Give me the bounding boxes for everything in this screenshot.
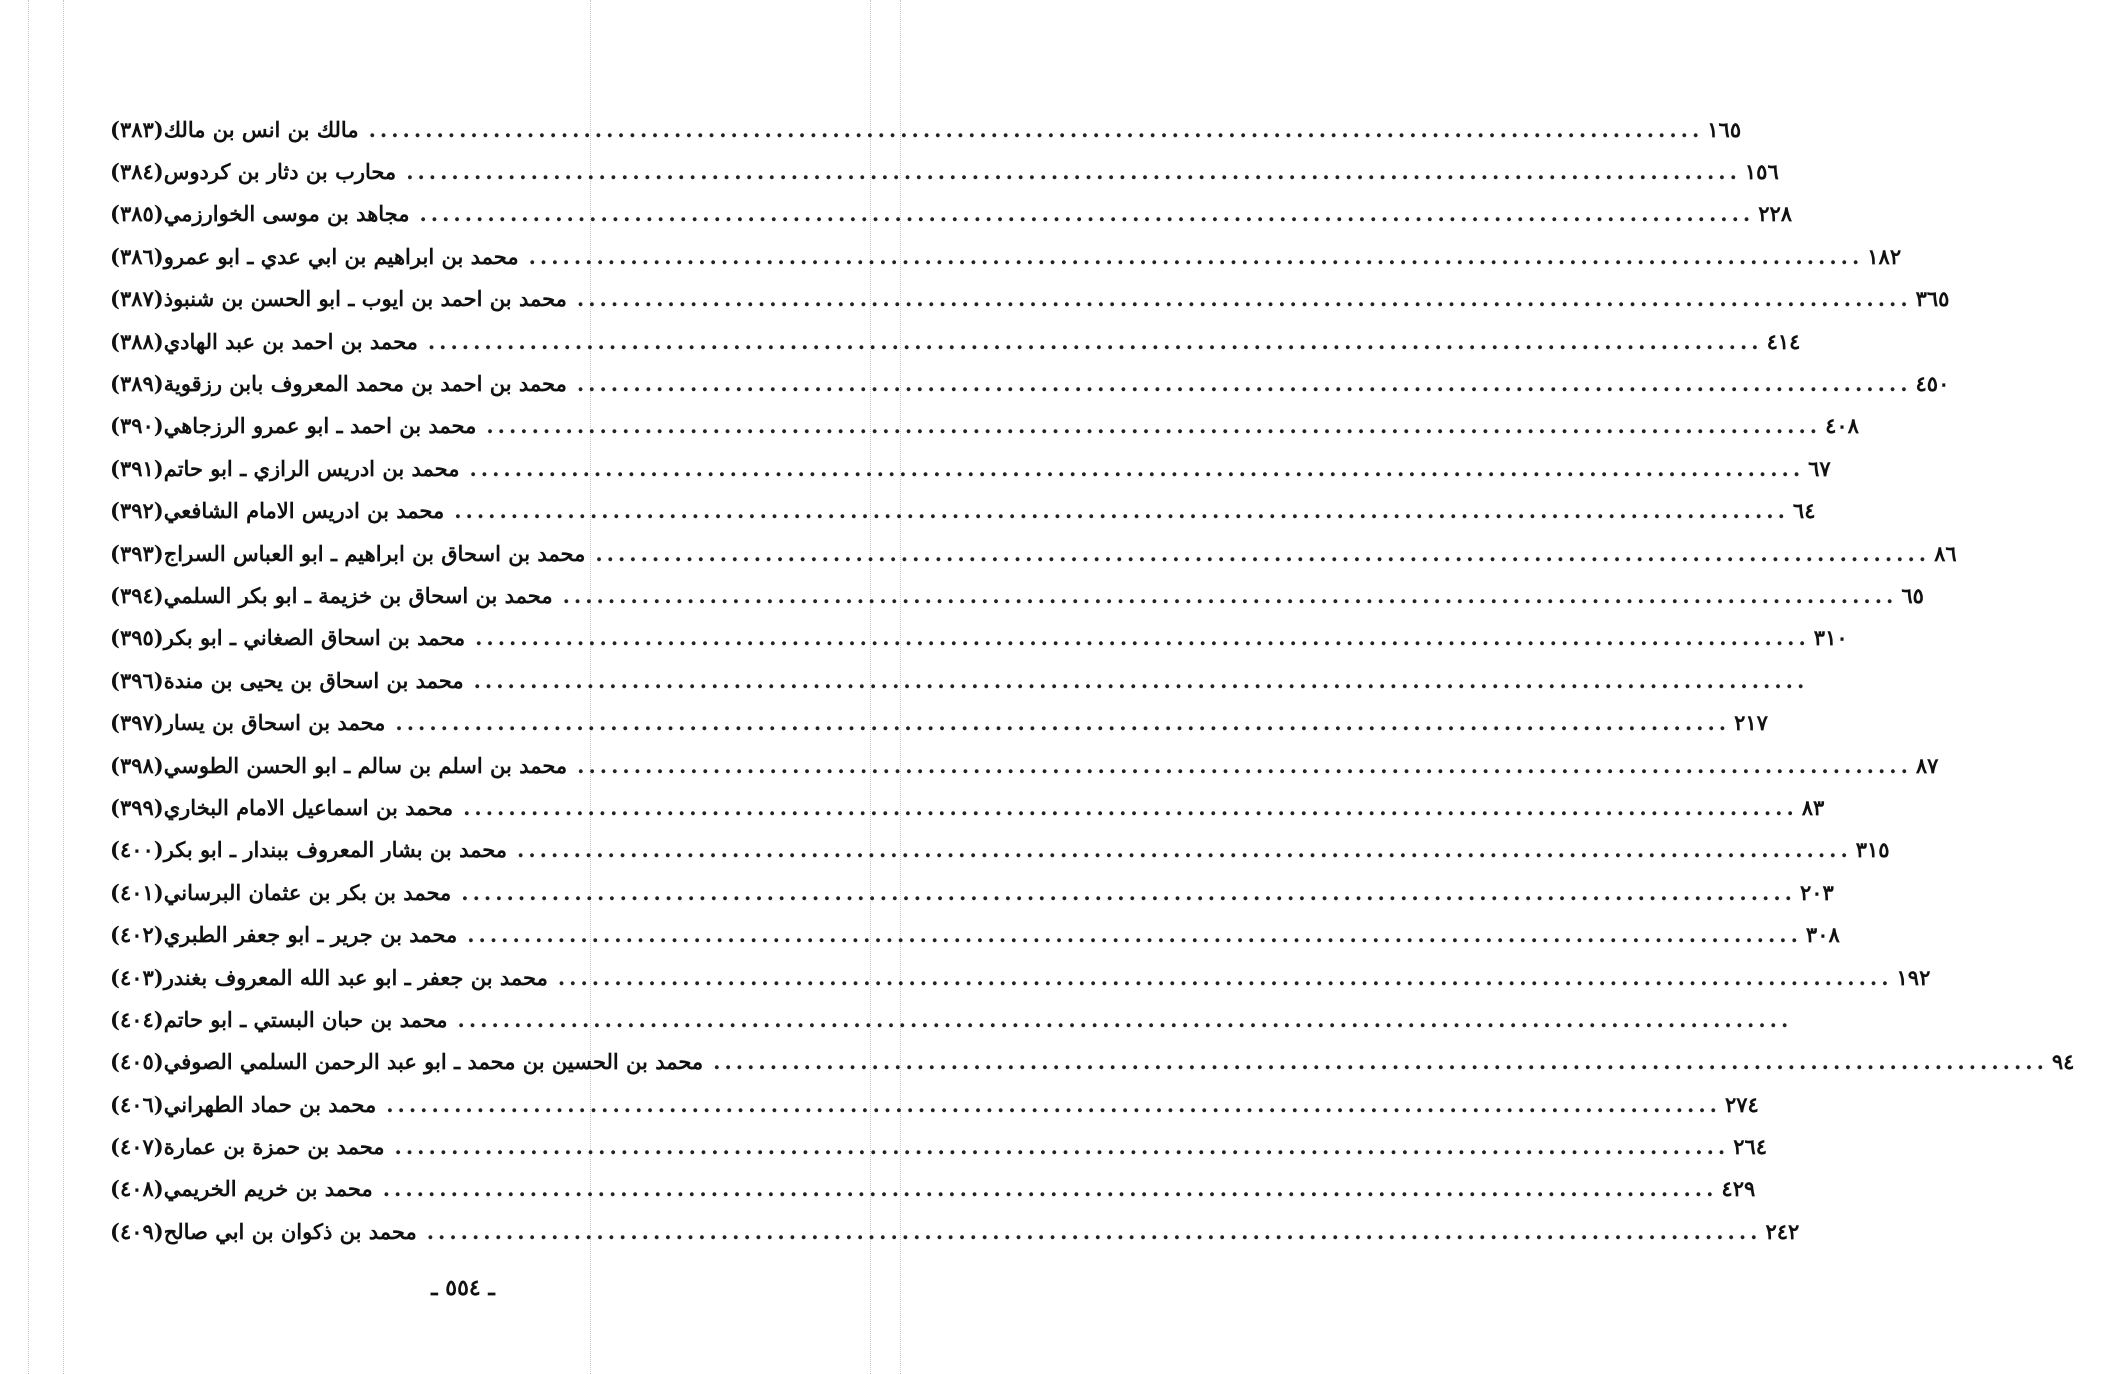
entry-title: محمد بن احمد بن عبد الهادي bbox=[163, 328, 418, 354]
leader-dots bbox=[424, 329, 1767, 354]
scan-guide-line bbox=[28, 0, 29, 1374]
leader-dots bbox=[457, 880, 1800, 905]
entry-page: ٣١٠ bbox=[1813, 625, 1848, 651]
entry-page: ١٦٥ bbox=[1707, 116, 1742, 142]
index-entry bbox=[110, 150, 1779, 192]
leader-dots bbox=[454, 1007, 1797, 1032]
entry-page: ١٨٢ bbox=[1867, 243, 1902, 269]
index-entry bbox=[110, 786, 1825, 828]
entry-number: (٣٨٣) bbox=[110, 116, 164, 142]
entry-title: محمد بن بشار المعروف ببندار ـ ابو بكر bbox=[163, 837, 508, 863]
leader-dots bbox=[402, 159, 1745, 184]
entry-title: محمد بن الحسين بن محمد ـ ابو عبد الرحمن السلمي الصوفي bbox=[163, 1049, 704, 1075]
index-entry bbox=[110, 1041, 2075, 1083]
leader-dots bbox=[382, 1092, 1725, 1117]
index-entry bbox=[110, 617, 1848, 659]
entry-title: محمد بن اسلم بن سالم ـ ابو الحسن الطوسي bbox=[163, 752, 568, 778]
index-entry bbox=[110, 320, 1801, 362]
entry-page: ٩٤ bbox=[2051, 1049, 2075, 1075]
entry-title: محمد بن بكر بن عثمان البرساني bbox=[163, 879, 452, 905]
leader-dots bbox=[450, 498, 1793, 523]
page-number: ـ ٥٥٤ ـ bbox=[431, 1275, 495, 1301]
entry-page: ٨٦ bbox=[1934, 540, 1957, 566]
entry-page: ٢٧٤ bbox=[1724, 1091, 1759, 1117]
entry-number: (٣٩٣) bbox=[110, 540, 164, 566]
entry-title: محمد بن اسحاق بن خزيمة ـ ابو بكر السلمي bbox=[163, 582, 553, 608]
index-entry bbox=[110, 829, 1890, 871]
index-entry bbox=[110, 998, 810, 1040]
entry-page: ٢٢٨ bbox=[1758, 201, 1793, 227]
entry-title: محمد بن اسماعيل الامام البخاري bbox=[163, 794, 454, 820]
leader-dots bbox=[379, 1176, 1722, 1201]
index-entry bbox=[110, 362, 1950, 404]
entry-title: محمد بن حبان البستي ـ ابو حاتم bbox=[163, 1006, 448, 1032]
leader-dots bbox=[463, 922, 1806, 947]
entry-title: محارب بن دثار بن كردوس bbox=[163, 159, 397, 185]
leader-dots bbox=[709, 1049, 2052, 1074]
entry-title: مجاهد بن موسى الخوارزمي bbox=[163, 201, 410, 227]
entry-page: ٣١٥ bbox=[1855, 837, 1890, 863]
index-entry bbox=[110, 193, 1793, 235]
entry-number: (٤٠٨) bbox=[110, 1176, 164, 1202]
entry-page: ٦٤ bbox=[1792, 498, 1816, 524]
entry-number: (٣٨٦) bbox=[110, 243, 164, 269]
leader-dots bbox=[459, 795, 1802, 820]
entry-page: ٤٢٩ bbox=[1721, 1176, 1756, 1202]
entry-title: محمد بن اسحاق الصغاني ـ ابو بكر bbox=[163, 625, 466, 651]
index-entry bbox=[110, 913, 1840, 955]
entry-page: ٤١٤ bbox=[1766, 328, 1801, 354]
entry-number: (٣٩٥) bbox=[110, 625, 164, 651]
entry-page: ١٥٦ bbox=[1744, 159, 1779, 185]
index-entry bbox=[110, 574, 1924, 616]
index-entry bbox=[110, 405, 1859, 447]
index-entry bbox=[110, 532, 1957, 574]
entry-title: محمد بن ادريس الامام الشافعي bbox=[163, 498, 445, 524]
entry-page: ٨٧ bbox=[1915, 752, 1939, 778]
entry-page: ٤٥٠ bbox=[1915, 371, 1950, 397]
entry-number: (٣٨٧) bbox=[110, 286, 164, 312]
index-entry bbox=[110, 490, 1816, 532]
entry-number: (٣٩٤) bbox=[110, 582, 164, 608]
leader-dots bbox=[471, 625, 1814, 650]
leader-dots bbox=[482, 413, 1825, 438]
index-entry bbox=[110, 956, 1931, 998]
index-entry bbox=[110, 1083, 1759, 1125]
entry-title: محمد بن اسحاق بن يحيى بن مندة bbox=[163, 667, 464, 693]
entry-title: محمد بن اسحاق بن يسار bbox=[163, 710, 386, 736]
index-list bbox=[110, 108, 2075, 1253]
leader-dots bbox=[591, 541, 1934, 566]
entry-page: ٣٠٨ bbox=[1805, 922, 1840, 948]
entry-number: (٣٩٨) bbox=[110, 752, 164, 778]
entry-title: محمد بن حمزة بن عمارة bbox=[163, 1134, 385, 1160]
entry-title: محمد بن خريم الخريمي bbox=[163, 1176, 373, 1202]
leader-dots bbox=[470, 668, 1813, 693]
leader-dots bbox=[573, 286, 1916, 311]
entry-number: (٤٠١) bbox=[110, 879, 164, 905]
entry-number: (٣٩٢) bbox=[110, 498, 164, 524]
entry-number: (٤٠٦) bbox=[110, 1091, 164, 1117]
leader-dots bbox=[423, 1219, 1766, 1244]
index-entry bbox=[110, 108, 1742, 150]
leader-dots bbox=[391, 710, 1734, 735]
entry-number: (٣٨٨) bbox=[110, 328, 164, 354]
entry-number: (٣٨٩) bbox=[110, 371, 164, 397]
entry-page: ٦٥ bbox=[1901, 582, 1924, 608]
leader-dots bbox=[573, 371, 1916, 396]
entry-page: ٢١٧ bbox=[1734, 710, 1768, 736]
entry-number: (٤٠٥) bbox=[110, 1049, 164, 1075]
entry-number: (٣٨٤) bbox=[110, 159, 164, 185]
entry-number: (٤٠٢) bbox=[110, 922, 164, 948]
leader-dots bbox=[391, 1134, 1734, 1159]
index-entry bbox=[110, 1125, 1768, 1167]
leader-dots bbox=[554, 965, 1897, 990]
entry-page: ١٩٢ bbox=[1896, 964, 1931, 990]
leader-dots bbox=[559, 583, 1902, 608]
leader-dots bbox=[465, 456, 1808, 481]
entry-title: محمد بن اسحاق بن ابراهيم ـ ابو العباس السراج bbox=[163, 540, 586, 566]
index-entry bbox=[110, 744, 1939, 786]
entry-title: محمد بن جعفر ـ ابو عبد الله المعروف بغندر bbox=[163, 964, 548, 990]
entry-title: مالك بن انس بن مالك bbox=[163, 116, 359, 142]
index-entry bbox=[110, 447, 1831, 489]
entry-number: (٣٩٦) bbox=[110, 667, 164, 693]
entry-page: ٤٠٨ bbox=[1825, 413, 1859, 439]
entry-number: (٣٩١) bbox=[110, 455, 164, 481]
leader-dots bbox=[525, 244, 1868, 269]
entry-number: (٤٠٤) bbox=[110, 1006, 164, 1032]
scan-guide-line bbox=[63, 0, 64, 1374]
entry-title: محمد بن جرير ـ ابو جعفر الطبري bbox=[163, 922, 458, 948]
entry-title: محمد بن ادريس الرازي ـ ابو حاتم bbox=[163, 455, 460, 481]
entry-number: (٣٩٧) bbox=[110, 710, 164, 736]
leader-dots bbox=[573, 753, 1916, 778]
entry-title: محمد بن احمد بن ايوب ـ ابو الحسن بن شنبوذ bbox=[163, 286, 567, 312]
entry-page: ٨٣ bbox=[1801, 794, 1825, 820]
entry-page: ٣٦٥ bbox=[1915, 286, 1950, 312]
entry-number: (٣٩٠) bbox=[110, 413, 164, 439]
entry-page: ٦٧ bbox=[1808, 455, 1831, 481]
entry-title: محمد بن ذكوان بن ابي صالح bbox=[163, 1218, 417, 1244]
index-entry bbox=[110, 1168, 1756, 1210]
entry-number: (٤٠٣) bbox=[110, 964, 164, 990]
leader-dots bbox=[415, 201, 1758, 226]
entry-number: (٤٠٠) bbox=[110, 837, 164, 863]
entry-title: محمد بن ابراهيم بن ابي عدي ـ ابو عمرو bbox=[163, 243, 519, 269]
index-entry bbox=[110, 235, 1902, 277]
index-entry bbox=[110, 1210, 1800, 1252]
index-entry bbox=[110, 701, 1768, 743]
leader-dots bbox=[365, 117, 1708, 142]
entry-page: ٢٦٤ bbox=[1733, 1134, 1768, 1160]
entry-number: (٤٠٩) bbox=[110, 1218, 164, 1244]
index-entry bbox=[110, 659, 810, 701]
leader-dots bbox=[513, 837, 1856, 862]
entry-page: ٢٤٢ bbox=[1765, 1218, 1800, 1244]
index-entry bbox=[110, 871, 1834, 913]
entry-title: محمد بن احمد ـ ابو عمرو الرزجاهي bbox=[163, 413, 477, 439]
entry-title: محمد بن احمد بن محمد المعروف بابن رزقوية bbox=[163, 371, 567, 397]
entry-number: (٣٩٩) bbox=[110, 794, 164, 820]
entry-number: (٣٨٥) bbox=[110, 201, 164, 227]
entry-title: محمد بن حماد الطهراني bbox=[163, 1091, 377, 1117]
entry-page: ٢٠٣ bbox=[1799, 879, 1834, 905]
entry-number: (٤٠٧) bbox=[110, 1134, 164, 1160]
index-entry bbox=[110, 278, 1950, 320]
